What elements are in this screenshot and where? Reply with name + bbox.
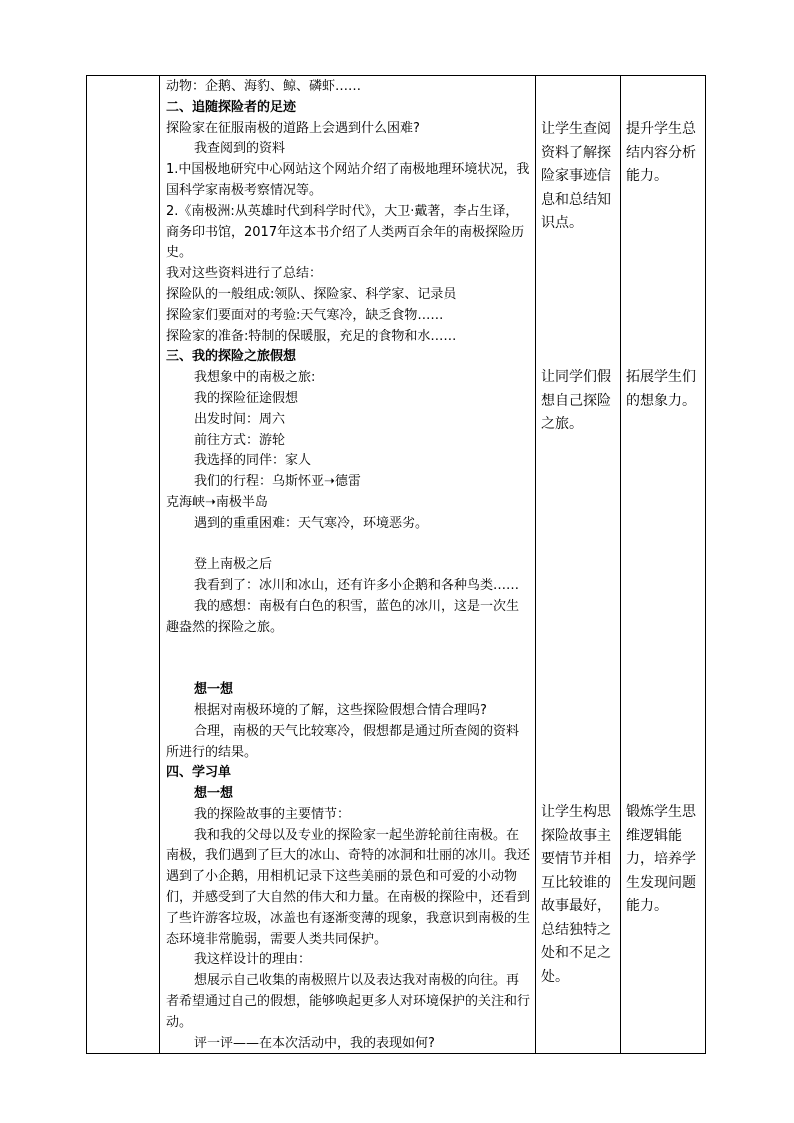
difficulties: 遇到的重重困难：天气寒冷，环境恶劣。: [194, 515, 429, 531]
row-top-border: [159, 75, 706, 76]
section-heading-3: 三、我的探险之旅假想: [166, 349, 297, 365]
subheading-materials: 我查阅到的资料: [194, 141, 286, 157]
spacer: [166, 535, 531, 556]
evaluation-line: 评一评——在本次活动中，我的表现如何?: [194, 1035, 435, 1051]
departure-time: 出发时间：周六: [194, 411, 286, 427]
story-plot-title: 我的探险故事的主要情节：: [194, 806, 351, 822]
summary-challenges: 探险家们要面对的考验:天气寒冷，缺乏食物……: [166, 307, 444, 323]
animals-line: 动物：企鹅、海豹、鲸、磷虾……: [166, 79, 362, 94]
after-landing: 登上南极之后: [194, 557, 273, 573]
my-feelings: 我的感想：南极有白色的积雪，蓝色的冰川，这是一次生趣盎然的探险之旅。: [166, 598, 520, 635]
summary-intro: 我对这些资料进行了总结：: [166, 266, 323, 282]
reasonable-question: 根据对南极环境的了解，这些探险假想合情合理吗?: [194, 702, 487, 718]
intent-cell-3: 让学生构思探险故事主要情节并相互比较谁的故事最好，总结独特之处和不足之处。: [541, 804, 611, 985]
companions: 我选择的同伴：家人: [194, 453, 312, 469]
column-divider: [535, 75, 536, 1054]
section-heading-4: 四、学习单: [166, 765, 232, 781]
think-heading-1: 想一想: [194, 682, 234, 698]
story-plot-body: 我和我的父母以及专业的探险家一起坐游轮前往南极。在南极，我们遇到了巨大的冰山、奇特的冰洞和壮丽的冰川。我还遇到了小企鹅，用相机记录下这些美丽的景色和可爱的小动物们，并感受到了大自然的伟大和力量。在南极的探险中，还看到了些许游客垃圾，冰盖也有逐渐变薄的现象，我意识到南极的生态环境非常脆弱，需要人类共同保护。: [166, 827, 531, 947]
goal-cell-1: 提升学生总结内容分析能力。: [626, 121, 696, 184]
material-item-1: 1.中国极地研究中心网站这个网站介绍了南极地理环境状况，我国科学家南极考察情况等。: [166, 162, 530, 198]
design-reason-body: 想展示自己收集的南极照片以及表达我对南极的向往。再者希望通过自己的假想，能够唤起更多人对环境保护的关注和行动。: [166, 973, 531, 1030]
goal-cell-3: 锻炼学生思维逻辑能力，培养学生发现问题能力。: [626, 804, 696, 914]
travel-mode: 前往方式：游轮: [194, 432, 286, 448]
question-line: 探险家在征服南极的道路上会遇到什么困难?: [166, 120, 420, 136]
design-reason-title: 我这样设计的理由：: [194, 952, 312, 968]
column-divider: [620, 75, 621, 1054]
trip-plan-title: 我的探险征途假想: [194, 390, 299, 406]
section-heading-2: 二、追随探险者的足迹: [166, 99, 297, 115]
think-heading-2: 想一想: [194, 786, 234, 802]
imagined-trip-title: 我想象中的南极之旅:: [194, 370, 316, 386]
summary-team: 探险队的一般组成:领队、探险家、科学家、记录员: [166, 286, 457, 302]
itinerary-part-2: 克海峡➝南极半岛: [166, 494, 268, 510]
summary-preparation: 探险家的准备:特制的保暖服，充足的食物和水……: [166, 328, 457, 344]
spacer: [166, 659, 531, 680]
material-item-2: 2.《南极洲:从英雄时代到科学时代》，大卫·戴著，李占生译，商务印书馆，2017年这本书介绍了人类两百余年的南极探险历史。: [166, 203, 525, 261]
itinerary-part-1: 我们的行程：乌斯怀亚➝德雷: [194, 474, 361, 490]
intent-cell-2: 让同学们假想自己探险之旅。: [541, 369, 611, 432]
activity-content-cell: [166, 77, 531, 1054]
what-i-saw: 我看到了：冰川和冰山，还有许多小企鹅和各种鸟类……: [194, 578, 520, 594]
column-divider: [159, 75, 160, 1054]
spacer: [166, 639, 531, 660]
goal-cell-2: 拓展学生们的想象力。: [626, 369, 696, 409]
reasonable-answer: 合理，南极的天气比较寒冷，假想都是通过所查阅的资料所进行的结果。: [166, 723, 520, 760]
intent-cell-1: 让学生查阅资料了解探险家事迹信息和总结知识点。: [541, 121, 611, 231]
